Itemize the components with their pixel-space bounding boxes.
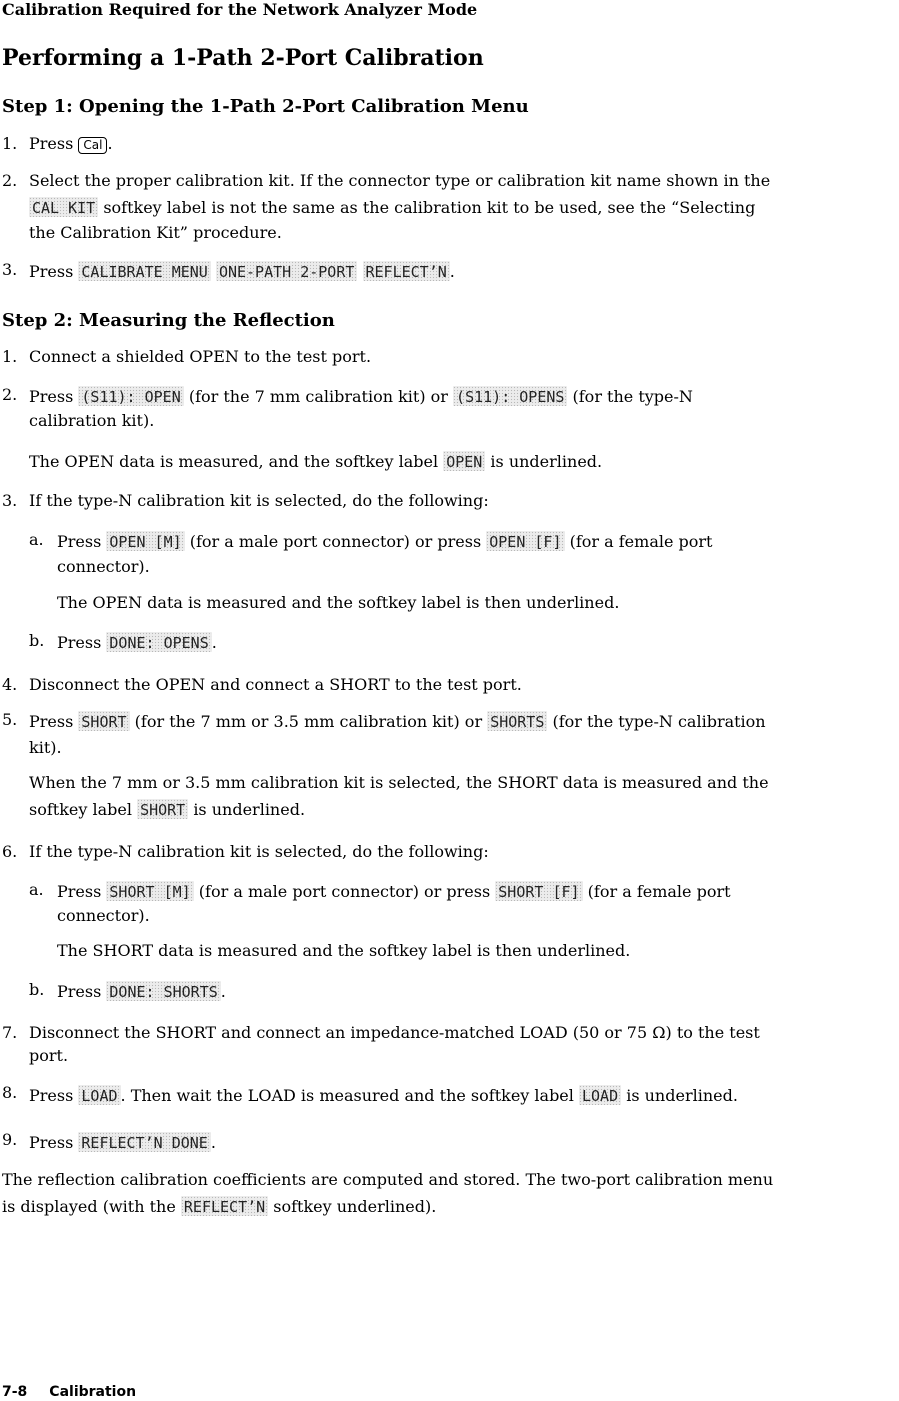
short-m-softkey[interactable]: SHORT [M] <box>106 881 193 901</box>
subitem-label: a. <box>29 880 44 899</box>
reflectn-softkey-underlined[interactable]: REFLECT’N <box>181 1196 268 1216</box>
open-softkey[interactable]: OPEN <box>443 451 485 471</box>
open-f-softkey[interactable]: OPEN [F] <box>486 531 564 551</box>
press-text: Press <box>29 262 74 281</box>
item-text: port. <box>29 1046 69 1065</box>
shorts-softkey[interactable]: SHORTS <box>487 711 547 731</box>
note-text: is underlined. <box>490 452 603 471</box>
one-path-2-port-softkey[interactable]: ONE-PATH 2-PORT <box>216 261 357 281</box>
item-number: 2. <box>2 171 18 190</box>
closing-text: The reflection calibration coefficients are computed and stored. The two-port calibration menu <box>2 1170 774 1189</box>
item-number: 2. <box>2 385 18 404</box>
reflectn-softkey[interactable]: REFLECT’N <box>363 261 450 281</box>
item-text: (for the type-N calibration <box>552 712 766 731</box>
note-text: softkey label <box>29 800 132 819</box>
item-text: If the type-N calibration kit is selected, do the following: <box>29 842 489 861</box>
item-number: 4. <box>2 675 18 694</box>
item-text: connector). <box>57 557 150 576</box>
item-text: . Then wait the LOAD is measured and the softkey label <box>120 1086 574 1105</box>
cal-hardkey[interactable]: Cal <box>78 137 107 154</box>
item-text: kit). <box>29 738 62 757</box>
short-f-softkey[interactable]: SHORT [F] <box>495 881 582 901</box>
item-text: (for the 7 mm calibration kit) or <box>188 387 448 406</box>
open-m-softkey[interactable]: OPEN [M] <box>106 531 184 551</box>
punctuation: . <box>220 982 226 1001</box>
page-footer <box>2 1384 136 1400</box>
footer-section: Calibration <box>49 1384 137 1400</box>
note-text: The OPEN data is measured and the softkey label is then underlined. <box>57 593 620 612</box>
press-text: Press <box>57 633 102 652</box>
item-text: (for a male port connector) or press <box>198 882 491 901</box>
item-text: (for a male port connector) or press <box>189 532 482 551</box>
done-shorts-softkey[interactable]: DONE: SHORTS <box>106 981 220 1001</box>
item-number: 1. <box>2 347 18 366</box>
page-title: Performing a 1-Path 2-Port Calibration <box>2 45 484 71</box>
running-header: Calibration Required for the Network Analyzer Mode <box>2 0 478 19</box>
note-text: is underlined. <box>193 800 306 819</box>
item-text: Disconnect the SHORT and connect an impedance-matched LOAD (50 or 75 Ω) to the test <box>29 1023 760 1042</box>
item-number: 8. <box>2 1083 18 1102</box>
item-text: Disconnect the OPEN and connect a SHORT to the test port. <box>29 675 522 694</box>
load-softkey[interactable]: LOAD <box>78 1085 120 1105</box>
item-number: 1. <box>2 134 18 153</box>
item-number: 3. <box>2 260 18 279</box>
closing-text: softkey underlined). <box>273 1197 437 1216</box>
step2-heading: Step 2: Measuring the Reflection <box>2 310 335 331</box>
subitem-label: b. <box>29 980 45 999</box>
calibrate-menu-softkey[interactable]: CALIBRATE MENU <box>78 261 210 281</box>
done-opens-softkey[interactable]: DONE: OPENS <box>106 632 211 652</box>
load-softkey-underlined[interactable]: LOAD <box>579 1085 621 1105</box>
cal-kit-softkey[interactable]: CAL KIT <box>29 197 98 217</box>
press-text: Press <box>29 1133 74 1152</box>
press-text: Press <box>29 1086 74 1105</box>
item-text: (for a female port <box>569 532 713 551</box>
punctuation: . <box>211 633 217 652</box>
punctuation: . <box>210 1133 216 1152</box>
press-text: Press <box>29 387 74 406</box>
item-text: calibration kit). <box>29 411 155 430</box>
subitem-label: a. <box>29 530 44 549</box>
s11-open-softkey[interactable]: (S11): OPEN <box>78 386 183 406</box>
item-number: 7. <box>2 1023 18 1042</box>
press-text: Press <box>57 532 102 551</box>
press-text: Press <box>57 882 102 901</box>
s11-opens-softkey[interactable]: (S11): OPENS <box>453 386 567 406</box>
punctuation: . <box>107 134 113 153</box>
note-text: The OPEN data is measured, and the softkey label <box>29 452 439 471</box>
item-text: Select the proper calibration kit. If the connector type or calibration kit name shown in the <box>29 171 771 190</box>
punctuation: . <box>449 262 455 281</box>
item-text: If the type-N calibration kit is selected, do the following: <box>29 491 489 510</box>
item-text: connector). <box>57 906 150 925</box>
item-text: is underlined. <box>626 1086 738 1105</box>
item-text: softkey label is not the same as the calibration kit to be used, see the “Selecting <box>103 198 756 217</box>
closing-text: is displayed (with the <box>2 1197 176 1216</box>
item-number: 6. <box>2 842 18 861</box>
note-text: When the 7 mm or 3.5 mm calibration kit is selected, the SHORT data is measured and the <box>29 773 769 792</box>
item-text: (for the type-N <box>572 387 693 406</box>
item-text: (for a female port <box>587 882 731 901</box>
reflectn-done-softkey[interactable]: REFLECT’N DONE <box>78 1132 210 1152</box>
item-number: 9. <box>2 1130 18 1149</box>
short-softkey-underlined[interactable]: SHORT <box>137 799 188 819</box>
press-text: Press <box>29 134 74 153</box>
item-text: (for the 7 mm or 3.5 mm calibration kit) or <box>134 712 483 731</box>
note-text: The SHORT data is measured and the softkey label is then underlined. <box>57 941 631 960</box>
press-text: Press <box>29 712 74 731</box>
step1-heading: Step 1: Opening the 1-Path 2-Port Calibration Menu <box>2 96 529 117</box>
press-text: Press <box>57 982 102 1001</box>
item-text: the Calibration Kit” procedure. <box>29 223 282 242</box>
subitem-label: b. <box>29 631 45 650</box>
item-number: 3. <box>2 491 18 510</box>
page-number: 7-8 <box>2 1384 28 1400</box>
short-softkey[interactable]: SHORT <box>78 711 129 731</box>
item-number: 5. <box>2 710 18 729</box>
item-text: Connect a shielded OPEN to the test port. <box>29 347 372 366</box>
